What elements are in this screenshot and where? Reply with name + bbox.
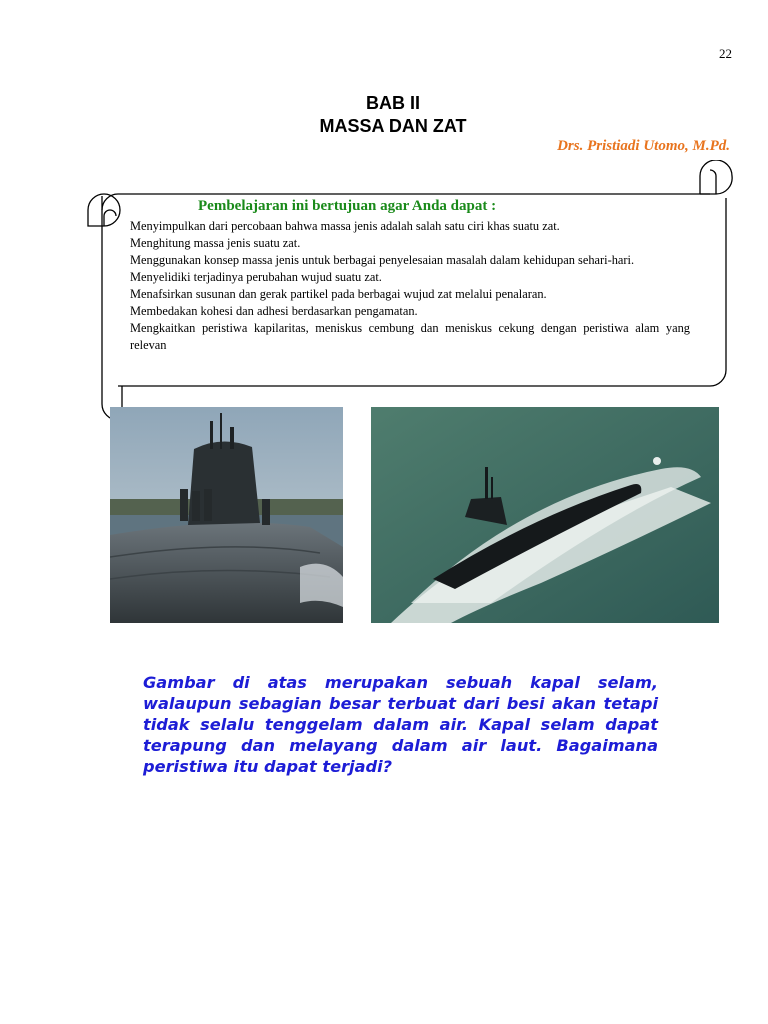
question-paragraph: Gambar di atas merupakan sebuah kapal selam, walaupun sebagian besar terbuat dari besi akan tetapi tidak selalu tenggelam dalam air. Kapal selam dapat terapung dan melayang dalam air laut. Bagaimana peristiwa itu dapat terjadi? [143, 673, 658, 776]
author-name: Drs. Pristiadi Utomo, M.Pd. [557, 138, 730, 154]
objectives-heading: Pembelajaran ini bertujuan agar Anda dapat : [198, 198, 497, 214]
chapter-heading [0, 92, 768, 138]
objectives-list [130, 218, 690, 354]
submarine-photo-docked [110, 407, 343, 623]
chapter-title: MASSA DAN ZAT [319, 116, 467, 136]
objective-item: Mengkaitkan peristiwa kapilaritas, meniskus cembung dan meniskus cekung dengan peristiwa alam yang relevan [130, 321, 690, 352]
chapter-label: BAB II [366, 93, 420, 113]
page-number: 22 [719, 46, 732, 61]
objective-item: Menyelidiki terjadinya perubahan wujud suatu zat. [130, 270, 382, 284]
objective-item: Menggunakan konsep massa jenis untuk berbagai penyelesaian masalah dalam kehidupan sehari-hari. [130, 253, 635, 267]
objective-item: Membedakan kohesi dan adhesi berdasarkan pengamatan. [130, 304, 418, 318]
objective-item: Menghitung massa jenis suatu zat. [130, 236, 301, 250]
objective-item: Menafsirkan susunan dan gerak partikel pada berbagai wujud zat melalui penalaran. [130, 287, 547, 301]
objective-item: Menyimpulkan dari percobaan bahwa massa jenis adalah salah satu ciri khas suatu zat. [130, 219, 560, 233]
submarine-photo-underway [371, 407, 719, 623]
